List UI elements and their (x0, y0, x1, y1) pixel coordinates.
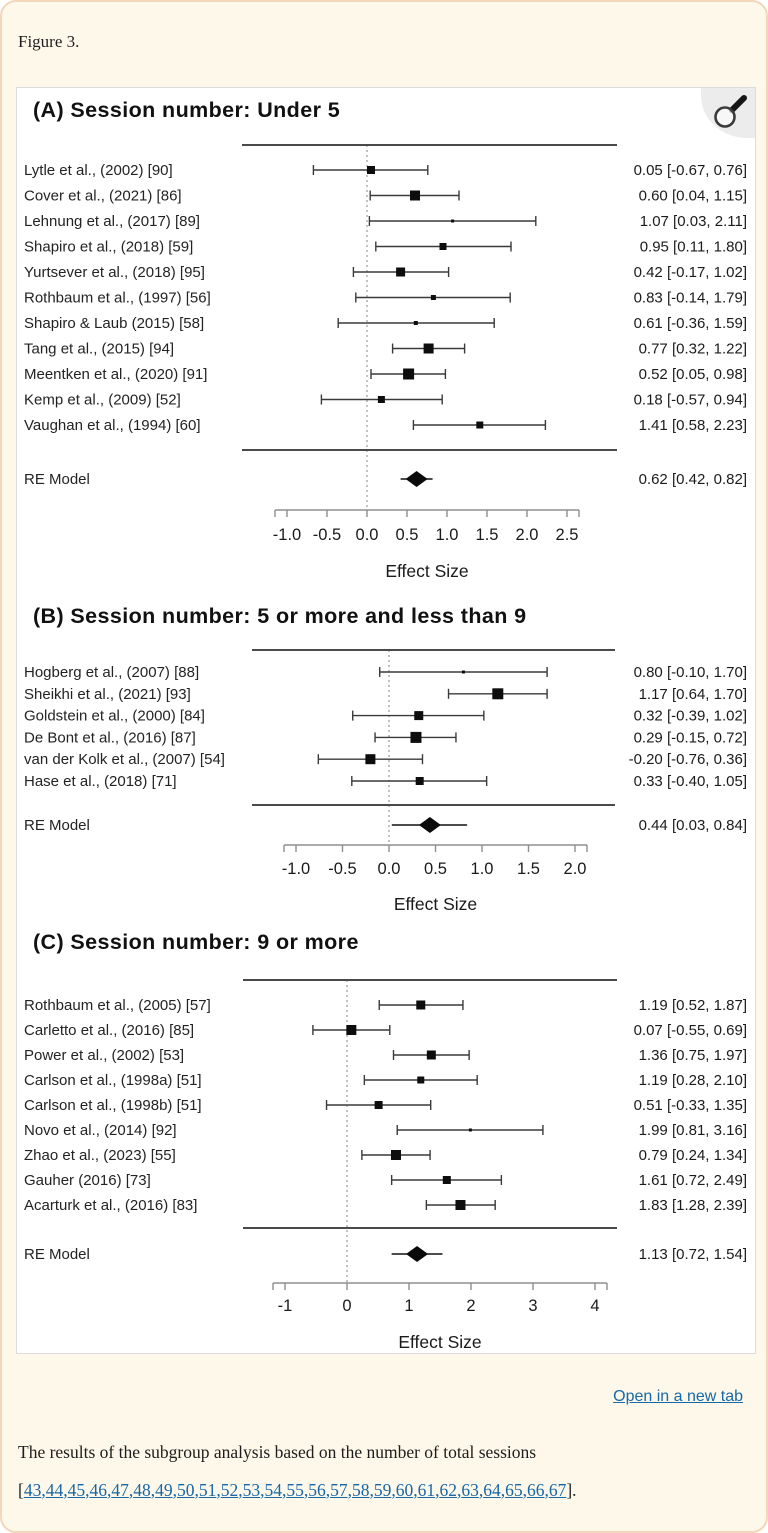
axis-tick-label: 0 (342, 1297, 352, 1315)
point-estimate-marker (396, 268, 405, 277)
reference-link[interactable]: 44 (45, 1479, 64, 1500)
axis-tick-label: 1.5 (475, 526, 499, 544)
figure-caption (18, 1434, 744, 1509)
axis-tick-label: 2.5 (555, 526, 579, 544)
axis-tick-label: 1 (404, 1297, 414, 1315)
study-label: Lehnung et al., (2017) [89] (24, 213, 200, 230)
point-estimate-marker (476, 422, 483, 429)
point-estimate-marker (375, 1101, 383, 1109)
axis-tick-label: 1.0 (470, 860, 494, 878)
reference-link[interactable]: 63 (461, 1479, 479, 1500)
point-estimate-marker (378, 396, 385, 403)
study-row (24, 341, 747, 358)
estimate-text: 0.07 [-0.55, 0.69] (633, 1022, 747, 1039)
caption-text: The results of the subgroup analysis based on the number of total sessions (18, 1442, 537, 1462)
point-estimate-marker (416, 1001, 425, 1010)
caption-punctuation: , (522, 1479, 527, 1500)
caption-refs (18, 1480, 577, 1500)
estimate-text: 0.61 [-0.36, 1.59] (633, 315, 747, 332)
re-diamond (406, 1246, 428, 1262)
forest-plot-a (17, 130, 755, 592)
study-label: De Bont et al., (2016) [87] (24, 729, 196, 747)
study-row (24, 686, 747, 703)
open-link-row (613, 1388, 743, 1406)
reference-link[interactable]: 54 (264, 1479, 282, 1500)
x-axis-title: Effect Size (398, 1332, 482, 1352)
study-label: Power et al., (2002) [53] (24, 1047, 185, 1064)
caption-punctuation: , (303, 1479, 309, 1500)
point-estimate-marker (365, 754, 375, 764)
caption-punctuation: , (325, 1479, 331, 1500)
reference-link[interactable]: 46 (89, 1479, 107, 1500)
x-axis-title: Effect Size (393, 894, 478, 914)
study-label: Gauher (2016) [73] (24, 1172, 151, 1189)
point-estimate-marker (410, 732, 421, 743)
point-estimate-marker (391, 1150, 401, 1160)
study-label: Carletto et al., (2016) [85] (24, 1022, 195, 1039)
reference-link[interactable]: 66 (526, 1479, 545, 1500)
estimate-text: 1.36 [0.75, 1.97] (638, 1047, 747, 1064)
study-label: Kemp et al., (2009) [52] (24, 391, 181, 409)
estimate-text: 0.77 [0.32, 1.22] (638, 340, 747, 358)
reference-link[interactable]: 55 (286, 1479, 304, 1500)
study-row (24, 664, 747, 681)
figure-box (16, 87, 756, 1354)
caption-punctuation: , (347, 1479, 352, 1500)
study-label: Rothbaum et al., (2005) [57] (24, 997, 211, 1014)
point-estimate-marker (346, 1025, 356, 1035)
point-estimate-marker (417, 1077, 424, 1084)
study-label: Meentken et al., (2020) [91] (24, 366, 208, 383)
caption-punctuation: , (63, 1479, 68, 1500)
reference-link[interactable]: 47 (111, 1479, 129, 1500)
study-row (24, 1022, 747, 1039)
caption-punctuation: , (413, 1479, 418, 1500)
point-estimate-marker (403, 369, 414, 380)
estimate-text: 0.29 [-0.15, 0.72] (633, 729, 747, 747)
point-estimate-marker (414, 711, 423, 720)
caption-punctuation: , (106, 1479, 112, 1500)
study-label: Tang et al., (2015) [94] (24, 340, 175, 358)
study-row (24, 239, 747, 256)
reference-link[interactable]: 48 (133, 1479, 151, 1500)
axis-tick-label: 0.5 (424, 860, 447, 878)
study-row (24, 773, 747, 790)
caption-punctuation: ]. (566, 1479, 577, 1500)
point-estimate-marker (455, 1200, 465, 1210)
x-axis-title: Effect Size (385, 561, 469, 581)
re-estimate-text: 1.13 [0.72, 1.54] (638, 1246, 747, 1263)
reference-link[interactable]: 58 (351, 1479, 370, 1500)
study-row (24, 1122, 747, 1139)
axis-tick-label: 2 (466, 1297, 476, 1315)
panel-c-title: (C) Session number: 9 or more (33, 930, 359, 954)
reference-link[interactable]: 59 (373, 1479, 392, 1500)
estimate-text: 1.19 [0.52, 1.87] (638, 997, 747, 1014)
study-label: Novo et al., (2014) [92] (24, 1122, 177, 1139)
study-label: Yurtsever et al., (2018) [95] (24, 264, 205, 281)
caption-punctuation: , (391, 1479, 396, 1500)
axis-tick-label: 1.0 (435, 526, 459, 544)
estimate-text: 1.61 [0.72, 2.49] (638, 1172, 747, 1189)
study-label: Acarturk et al., (2016) [83] (24, 1197, 198, 1214)
study-row (24, 417, 747, 434)
reference-link[interactable]: 51 (198, 1479, 217, 1500)
estimate-text: 0.05 [-0.67, 0.76] (633, 162, 747, 179)
reference-link[interactable]: 49 (155, 1479, 173, 1500)
estimate-text: 1.19 [0.28, 2.10] (638, 1072, 747, 1089)
estimate-text: 0.51 [-0.33, 1.35] (633, 1097, 747, 1114)
study-label: Lytle et al., (2002) [90] (24, 162, 173, 179)
axis-tick-label: 2.0 (563, 860, 587, 878)
study-row (24, 997, 747, 1014)
study-row (24, 392, 747, 409)
axis-tick-label: 2.0 (515, 526, 539, 544)
reference-link[interactable]: 57 (330, 1479, 348, 1500)
re-model-label: RE Model (24, 817, 90, 834)
caption-punctuation: , (85, 1479, 90, 1500)
estimate-text: 0.60 [0.04, 1.15] (638, 187, 747, 205)
caption-punctuation: , (172, 1479, 177, 1500)
caption-punctuation: , (369, 1479, 374, 1500)
estimate-text: 0.95 [0.11, 1.80] (639, 238, 747, 256)
study-row (24, 729, 747, 746)
estimate-text: 0.42 [-0.17, 1.02] (633, 264, 747, 281)
study-row (24, 315, 747, 332)
point-estimate-marker (414, 321, 418, 325)
caption-punctuation: , (216, 1479, 221, 1500)
point-estimate-marker (469, 1129, 472, 1132)
reference-link[interactable]: 50 (176, 1479, 195, 1500)
study-row (24, 290, 747, 307)
study-row (24, 366, 747, 383)
axis-tick-label: 4 (590, 1297, 600, 1315)
reference-link[interactable]: 67 (548, 1479, 567, 1500)
estimate-text: 1.07 [0.03, 2.11] (639, 213, 747, 230)
study-row (24, 162, 747, 179)
re-diamond (406, 471, 428, 487)
study-row (24, 708, 747, 725)
panel-b-title: (B) Session number: 5 or more and less than 9 (33, 604, 527, 628)
study-label: Carlson et al., (1998a) [51] (24, 1072, 202, 1089)
study-label: Shapiro & Laub (2015) [58] (24, 315, 205, 332)
caption-punctuation: , (41, 1479, 46, 1500)
estimate-text: 0.18 [-0.57, 0.94] (633, 391, 747, 409)
estimate-text: 0.52 [0.05, 0.98] (638, 366, 747, 383)
study-row (24, 1072, 747, 1089)
caption-punctuation: , (456, 1479, 462, 1500)
x-axis (273, 510, 579, 581)
caption-punctuation: , (194, 1479, 199, 1500)
study-label: Carlson et al., (1998b) [51] (24, 1097, 202, 1114)
reference-link[interactable]: 60 (395, 1479, 414, 1500)
study-row (24, 213, 747, 230)
axis-tick-label: 0.0 (355, 526, 379, 544)
re-model-row (24, 471, 747, 488)
axis-tick-label: 3 (528, 1297, 538, 1315)
study-row (24, 1047, 747, 1064)
caption-punctuation: , (435, 1479, 440, 1500)
point-estimate-marker (440, 243, 447, 250)
re-estimate-text: 0.62 [0.42, 0.82] (638, 471, 747, 488)
point-estimate-marker (431, 295, 436, 300)
study-label: Shapiro et al., (2018) [59] (24, 238, 194, 256)
study-label: Zhao et al., (2023) [55] (24, 1147, 176, 1164)
point-estimate-marker (443, 1176, 451, 1184)
estimate-text: 0.33 [-0.40, 1.05] (633, 773, 747, 790)
reference-link[interactable]: 64 (483, 1479, 501, 1500)
study-row (24, 1147, 747, 1164)
forest-plot-c (17, 967, 755, 1354)
estimate-text: 0.32 [-0.39, 1.02] (633, 707, 747, 725)
study-label: van der Kolk et al., (2007) [54] (24, 751, 225, 769)
figure-label: Figure 3. (18, 32, 80, 51)
caption-punctuation: , (500, 1479, 506, 1500)
re-model-label: RE Model (24, 471, 90, 488)
axis-tick-label: -1.0 (272, 526, 302, 544)
point-estimate-marker (462, 671, 465, 674)
reference-link[interactable]: 53 (242, 1479, 261, 1500)
caption-punctuation: , (281, 1479, 287, 1500)
caption-punctuation: , (128, 1479, 134, 1500)
reference-link[interactable]: 56 (308, 1479, 326, 1500)
study-row (24, 1197, 747, 1214)
reference-link[interactable]: 62 (439, 1479, 457, 1500)
study-label: Hogberg et al., (2007) [88] (24, 664, 200, 681)
point-estimate-marker (410, 191, 420, 201)
re-estimate-text: 0.44 [0.03, 0.84] (638, 817, 747, 834)
axis-tick-label: -1.0 (281, 860, 311, 878)
axis-tick-label: -1 (277, 1297, 293, 1315)
panel-a-title: (A) Session number: Under 5 (33, 98, 341, 122)
point-estimate-marker (451, 220, 454, 223)
reference-link[interactable]: 61 (417, 1479, 436, 1500)
estimate-text: 1.17 [0.64, 1.70] (638, 685, 747, 703)
open-in-new-tab-link[interactable]: Open in a new tab (613, 1388, 743, 1405)
re-diamond (419, 817, 441, 833)
study-label: Rothbaum et al., (1997) [56] (24, 289, 211, 307)
point-estimate-marker (424, 344, 434, 354)
caption-punctuation: , (544, 1479, 549, 1500)
study-label: Vaughan et al., (1994) [60] (24, 417, 201, 434)
axis-tick-label: -0.5 (312, 526, 342, 544)
axis-tick-label: 1.5 (517, 860, 540, 878)
reference-link[interactable]: 45 (67, 1479, 86, 1500)
caption-punctuation: , (238, 1479, 243, 1500)
axis-tick-label: -0.5 (328, 860, 357, 878)
forest-plot-b (17, 642, 755, 927)
x-axis (273, 1283, 607, 1352)
study-row (24, 1097, 747, 1114)
reference-link[interactable]: 43 (23, 1479, 42, 1500)
axis-tick-label: 0.5 (395, 526, 419, 544)
study-row (24, 751, 747, 768)
point-estimate-marker (427, 1051, 436, 1060)
estimate-text: 0.83 [-0.14, 1.79] (633, 289, 747, 307)
caption-punctuation: [ (18, 1479, 24, 1500)
caption-punctuation: , (478, 1479, 484, 1500)
estimate-text: 0.79 [0.24, 1.34] (638, 1147, 747, 1164)
study-label: Goldstein et al., (2000) [84] (24, 707, 205, 725)
point-estimate-marker (416, 777, 424, 785)
re-model-row (24, 1246, 747, 1263)
point-estimate-marker (492, 688, 503, 699)
caption-punctuation: , (260, 1479, 265, 1500)
study-label: Hase et al., (2018) [71] (24, 773, 177, 790)
estimate-text: -0.20 [-0.76, 0.36] (628, 751, 747, 769)
study-row (24, 1172, 747, 1189)
reference-link[interactable]: 52 (220, 1479, 239, 1500)
re-model-label: RE Model (24, 1246, 90, 1263)
x-axis (282, 845, 587, 914)
caption-punctuation: , (150, 1479, 156, 1500)
estimate-text: 1.99 [0.81, 3.16] (638, 1122, 747, 1139)
axis-tick-label: 0.0 (377, 860, 401, 878)
study-label: Sheikhi et al., (2021) [93] (24, 685, 191, 703)
study-label: Cover et al., (2021) [86] (24, 187, 182, 205)
study-row (24, 188, 747, 205)
re-model-row (24, 817, 747, 834)
estimate-text: 0.80 [-0.10, 1.70] (633, 664, 747, 681)
estimate-text: 1.41 [0.58, 2.23] (638, 417, 747, 434)
study-row (24, 264, 747, 281)
reference-link[interactable]: 65 (505, 1479, 523, 1500)
estimate-text: 1.83 [1.28, 2.39] (638, 1197, 747, 1214)
point-estimate-marker (367, 166, 375, 174)
